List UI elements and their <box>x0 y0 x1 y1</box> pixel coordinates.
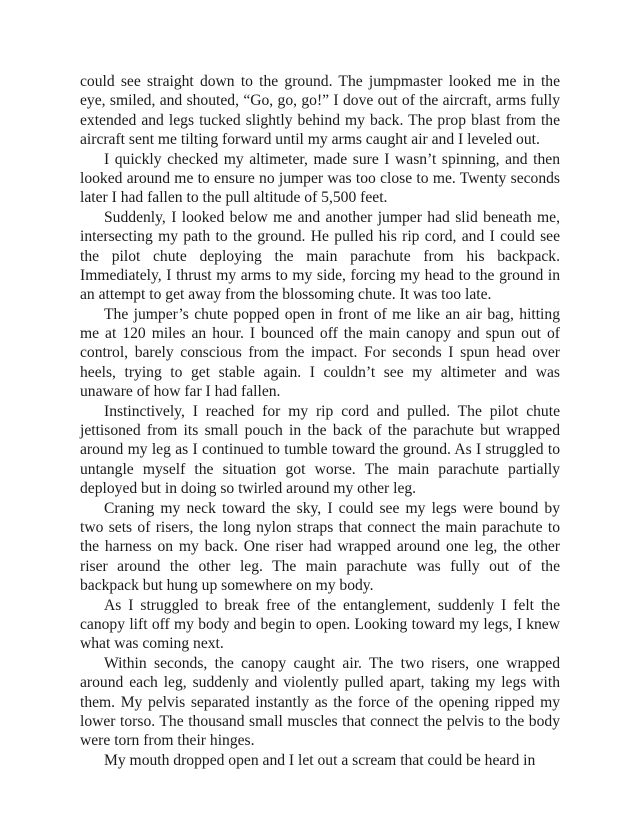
text-line: aircraft sent me tilting forward until my arms caught air and I leveled out. <box>80 131 540 149</box>
text-line: control, barely conscious from the impact. For seconds I spun head over <box>80 344 560 362</box>
paragraph <box>80 208 560 305</box>
text-line: eye, smiled, and shouted, “Go, go, go!” I dove out of the aircraft, arms fully <box>80 92 560 110</box>
text-line: Immediately, I thrust my arms to my side, forcing my head to the ground in <box>80 266 560 284</box>
text-line: an attempt to get away from the blossoming chute. It was too late. <box>80 286 492 304</box>
text-line: untangle myself the situation got worse. The main parachute partially <box>80 460 560 478</box>
paragraph <box>80 654 560 751</box>
text-line: me at 120 miles an hour. I bounced off the main canopy and spun out of <box>80 325 560 343</box>
text-line: unaware of how far I had fallen. <box>80 383 281 401</box>
text-line: deployed but in doing so twirled around my other leg. <box>80 480 417 498</box>
text-line: looked around me to ensure no jumper was too close to me. Twenty seconds <box>80 169 560 187</box>
paragraph <box>80 150 560 208</box>
text-line: As I struggled to break free of the entanglement, suddenly I felt the <box>104 596 560 614</box>
body-text <box>80 72 560 770</box>
text-line: could see straight down to the ground. The jumpmaster looked me in the <box>80 73 560 90</box>
text-line: backpack but hung up somewhere on my body. <box>80 577 374 595</box>
text-line: the harness on my back. One riser had wrapped around one leg, the other <box>80 538 560 556</box>
paragraph <box>80 596 560 654</box>
text-line: what was coming next. <box>80 635 224 653</box>
text-line: canopy lift off my body and begin to open. Looking toward my legs, I knew <box>80 615 560 633</box>
paragraph <box>80 72 560 150</box>
text-line: Instinctively, I reached for my rip cord and pulled. The pilot chute <box>104 402 560 420</box>
text-line: later I had fallen to the pull altitude of 5,500 feet. <box>80 189 388 207</box>
text-line: the pilot chute deploying the main parachute from his backpack. <box>80 247 560 265</box>
text-line: intersecting my path to the ground. He pulled his rip cord, and I could see <box>80 228 560 246</box>
text-line: lower torso. The thousand small muscles that connect the pelvis to the body <box>80 712 560 730</box>
text-line: two sets of risers, the long nylon straps that connect the main parachute to <box>80 518 560 536</box>
text-line: heels, trying to get stable again. I couldn’t see my altimeter and was <box>80 363 560 381</box>
paragraph <box>80 499 560 596</box>
paragraph <box>80 305 560 402</box>
text-line: Suddenly, I looked below me and another jumper had slid beneath me, <box>104 208 560 226</box>
text-line: jettisoned from its small pouch in the back of the parachute but wrapped <box>80 422 560 440</box>
text-line: My mouth dropped open and I let out a scream that could be heard in <box>104 751 536 769</box>
text-line: around my leg as I continued to tumble toward the ground. As I struggled to <box>80 441 560 459</box>
text-line: Craning my neck toward the sky, I could see my legs were bound by <box>104 499 560 517</box>
paragraph <box>80 751 560 770</box>
text-line: riser around the other leg. The main parachute was fully out of the <box>80 557 560 575</box>
text-line: I quickly checked my altimeter, made sure I wasn’t spinning, and then <box>104 150 560 168</box>
text-line: them. My pelvis separated instantly as the force of the opening ripped my <box>80 693 560 711</box>
text-line: were torn from their hinges. <box>80 732 255 750</box>
paragraph <box>80 402 560 499</box>
text-line: around each leg, suddenly and violently pulled apart, taking my legs with <box>80 674 560 692</box>
text-line: The jumper’s chute popped open in front of me like an air bag, hitting <box>104 305 560 323</box>
text-line: extended and legs tucked slightly behind my back. The prop blast from the <box>80 111 560 129</box>
text-line: Within seconds, the canopy caught air. The two risers, one wrapped <box>104 654 560 672</box>
